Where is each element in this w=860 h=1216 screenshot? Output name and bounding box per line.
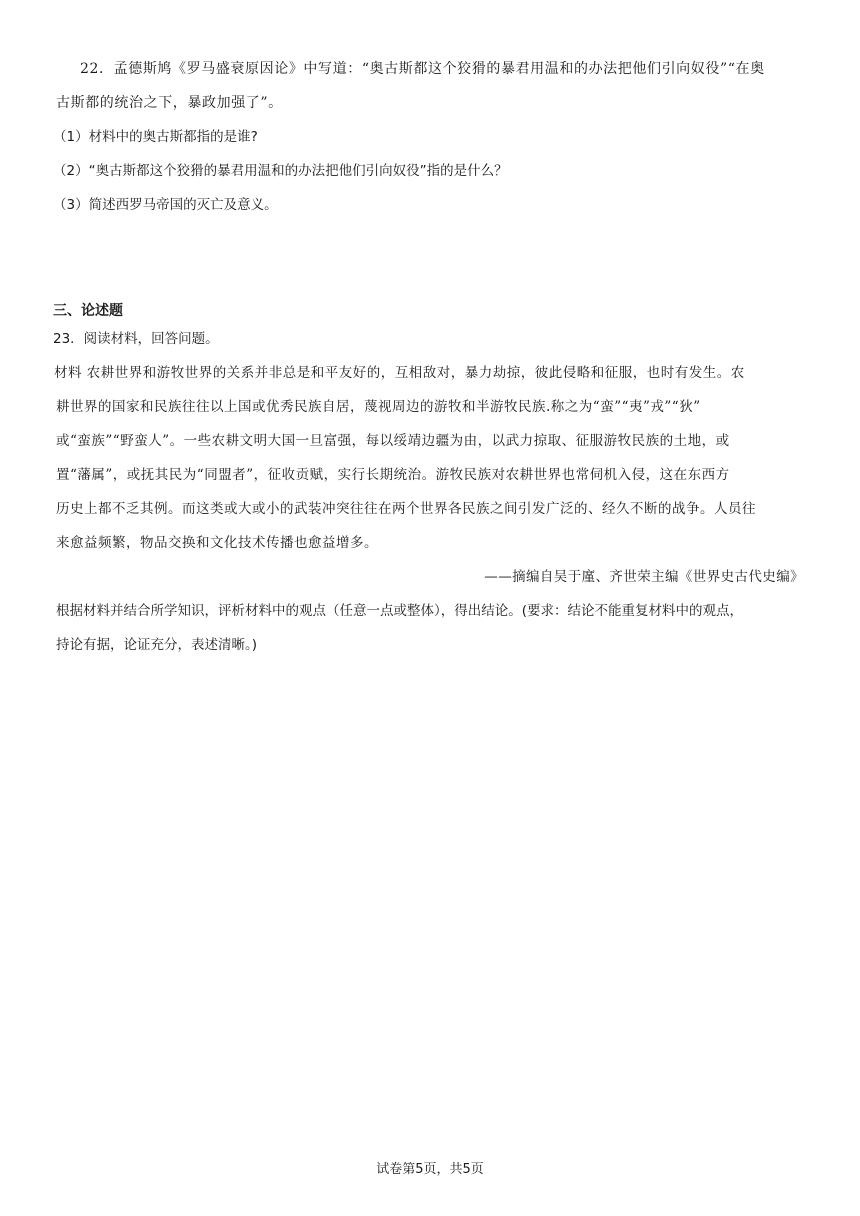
material-source: ——摘编自吴于廑、齐世荣主编《世界史古代史编》 xyxy=(484,569,804,585)
page-footer: 试卷第5页，共5页 xyxy=(376,1162,484,1177)
question-23-requirement: 根据材料并结合所学知识，评析材料中的观点（任意一点或整体），得出结论。(要求：结论不能重复材料中的观点， xyxy=(56,603,744,619)
material-line: 历史上都不乏其例。而这类或大或小的武装冲突往往在两个世界各民族之间引发广泛的、经久不断的战争。人员往 xyxy=(56,501,756,517)
section-title: 三、论述题 xyxy=(53,303,123,319)
question-22-stem-continued: 古斯都的统治之下，暴政加强了”。 xyxy=(56,95,283,111)
material-line: 来愈益频繁，物品交换和文化技术传播也愈益增多。 xyxy=(56,535,378,551)
question-22-stem: 22．孟德斯鸠《罗马盛衰原因论》中写道：“奥古斯都这个狡猾的暴君用温和的办法把他们引向奴役”“在奥 xyxy=(80,61,765,77)
material-line: 材料 农耕世界和游牧世界的关系并非总是和平友好的，互相敌对，暴力劫掠，彼此侵略和征服，也时有发生。农 xyxy=(54,365,745,381)
question-23-requirement-continued: 持论有据，论证充分，表述清晰。) xyxy=(56,637,258,653)
question-23-stem: 23．阅读材料，回答问题。 xyxy=(53,331,219,347)
material-line: 或“蛮族”“野蛮人”。一些农耕文明大国一旦富强，每以绥靖边疆为由，以武力掠取、征服游牧民族的土地，或 xyxy=(56,433,730,449)
question-22-subquestion-2: （2）“奥古斯都这个狡猾的暴君用温和的办法把他们引向奴役”指的是什么？ xyxy=(53,163,508,179)
question-22-subquestion-1: （1）材料中的奥古斯都指的是谁? xyxy=(53,129,258,145)
material-line: 置“藩属”，或抚其民为“同盟者”，征收贡赋，实行长期统治。游牧民族对农耕世界也常伺机入侵，这在东西方 xyxy=(56,467,730,483)
question-22-subquestion-3: （3）简述西罗马帝国的灭亡及意义。 xyxy=(53,197,278,213)
material-line: 耕世界的国家和民族往往以上国或优秀民族自居，蔑视周边的游牧和半游牧民族.称之为“蛮”“夷”戎”“狄” xyxy=(56,399,701,415)
